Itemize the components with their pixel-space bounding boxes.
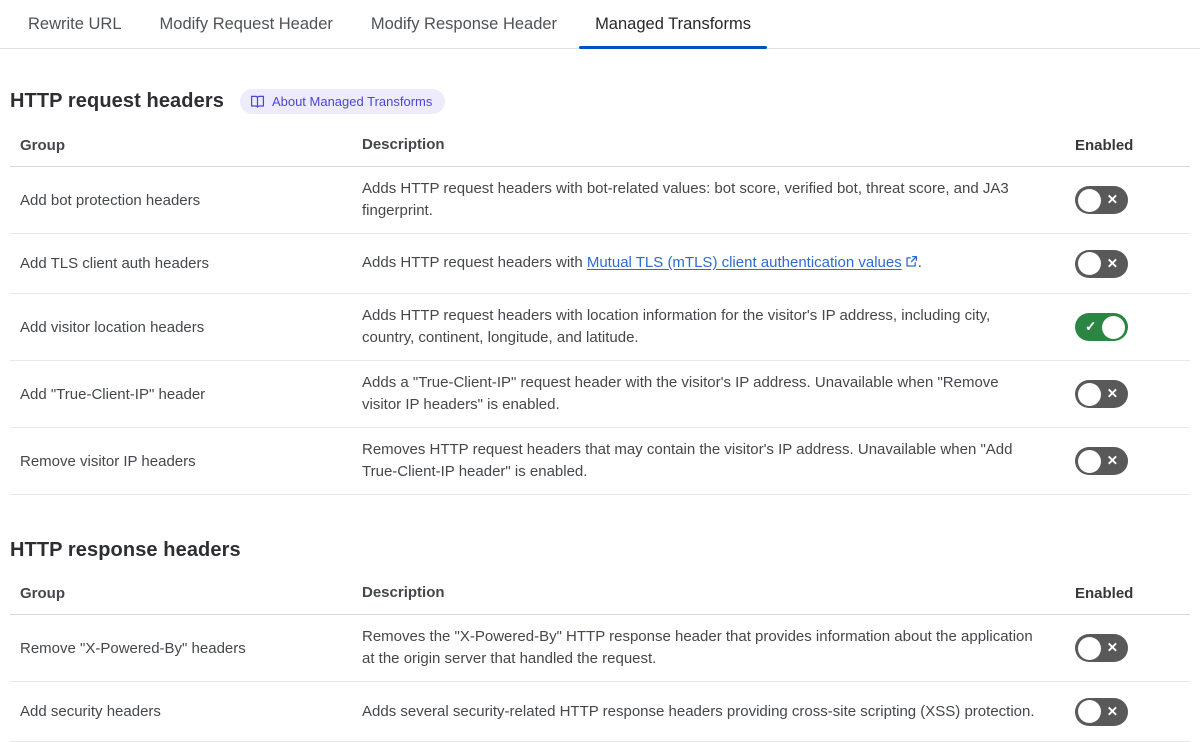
toggle-knob — [1078, 637, 1101, 660]
toggle-knob — [1078, 700, 1101, 723]
check-icon: ✓ — [1085, 319, 1097, 334]
request-table-header — [10, 127, 1190, 167]
x-icon: ✕ — [1106, 703, 1118, 719]
response-headers-title: HTTP response headers — [10, 539, 241, 561]
table-row-security-headers — [10, 682, 1190, 742]
description-cell: Adds a "True-Client-IP" request header with the visitor's IP address. Unavailable when "Remove visitor IP headers" is enabled. — [362, 374, 999, 413]
response-table-header — [10, 575, 1190, 615]
tab-managed-transforms[interactable]: Managed Transforms — [579, 0, 767, 48]
about-managed-transforms-button[interactable] — [240, 89, 445, 114]
table-row-true-client-ip — [10, 361, 1190, 428]
group-cell: Add security headers — [20, 703, 161, 720]
column-header-enabled: Enabled — [1075, 136, 1134, 154]
external-link-icon — [905, 253, 918, 275]
column-header-enabled: Enabled — [1075, 584, 1134, 602]
description-cell: Adds several security-related HTTP response headers providing cross-site scripting (XSS) protection. — [362, 702, 1035, 720]
book-icon — [250, 94, 265, 109]
table-row-visitor-location — [10, 294, 1190, 361]
transform-rules-tabbar — [0, 0, 1200, 49]
tab-modify-request-header[interactable]: Modify Request Header — [159, 14, 333, 33]
mtls-values-link[interactable]: Mutual TLS (mTLS) client authentication values — [587, 254, 918, 271]
column-header-description: Description — [362, 584, 445, 601]
column-header-group: Group — [20, 584, 65, 602]
x-icon: ✕ — [1106, 192, 1118, 207]
toggle-security-headers[interactable] — [1075, 698, 1128, 726]
group-cell: Remove "X-Powered-By" headers — [20, 639, 246, 657]
group-cell: Add "True-Client-IP" header — [20, 385, 206, 403]
toggle-x-powered-by[interactable] — [1075, 634, 1128, 662]
toggle-knob — [1078, 252, 1101, 275]
description-cell: Removes HTTP request headers that may contain the visitor's IP address. Unavailable when "Add True-Client-IP header" is enabled. — [362, 441, 1013, 480]
description-cell: Adds HTTP request headers with location information for the visitor's IP address, including city, country, continent, longitude, and latitude. — [362, 307, 991, 346]
group-cell: Add TLS client auth headers — [20, 255, 210, 272]
group-cell: Add visitor location headers — [20, 318, 205, 336]
toggle-knob — [1078, 383, 1101, 406]
x-icon: ✕ — [1106, 453, 1118, 468]
column-header-group: Group — [20, 136, 65, 154]
x-icon: ✕ — [1106, 386, 1118, 401]
toggle-visitor-location[interactable] — [1075, 313, 1128, 341]
toggle-knob — [1078, 450, 1101, 473]
toggle-knob — [1102, 316, 1125, 339]
toggle-true-client-ip[interactable] — [1075, 380, 1128, 408]
table-row-bot-protection — [10, 167, 1190, 234]
request-headers-title: HTTP request headers — [10, 90, 224, 112]
tab-rewrite-url[interactable]: Rewrite URL — [28, 14, 122, 33]
description-cell: Adds HTTP request headers with bot-related values: bot score, verified bot, threat score, and JA3 fingerprint. — [362, 180, 1009, 219]
about-managed-transforms-label: About Managed Transforms — [271, 94, 433, 109]
tab-modify-response-header[interactable]: Modify Response Header — [370, 14, 558, 33]
group-cell: Add bot protection headers — [20, 191, 201, 209]
table-row-x-powered-by — [10, 615, 1190, 682]
group-cell: Remove visitor IP headers — [20, 452, 196, 470]
description-cell: Removes the "X-Powered-By" HTTP response header that provides information about the application at the origin server that handled the request. — [362, 628, 1033, 667]
request-headers-table — [10, 127, 1190, 495]
response-headers-table — [10, 575, 1190, 742]
table-row-remove-visitor-ip — [10, 428, 1190, 495]
toggle-knob — [1078, 189, 1101, 212]
toggle-remove-visitor-ip[interactable] — [1075, 447, 1128, 475]
column-header-description: Description — [362, 136, 445, 153]
x-icon: ✕ — [1106, 640, 1118, 655]
table-row-tls-client-auth — [10, 234, 1190, 294]
toggle-bot-protection[interactable] — [1075, 186, 1128, 214]
description-cell: Adds HTTP request headers with Mutual TLS (mTLS) client authentication values . — [362, 252, 1075, 275]
x-icon: ✕ — [1106, 255, 1118, 271]
toggle-tls-client-auth[interactable] — [1075, 250, 1128, 278]
